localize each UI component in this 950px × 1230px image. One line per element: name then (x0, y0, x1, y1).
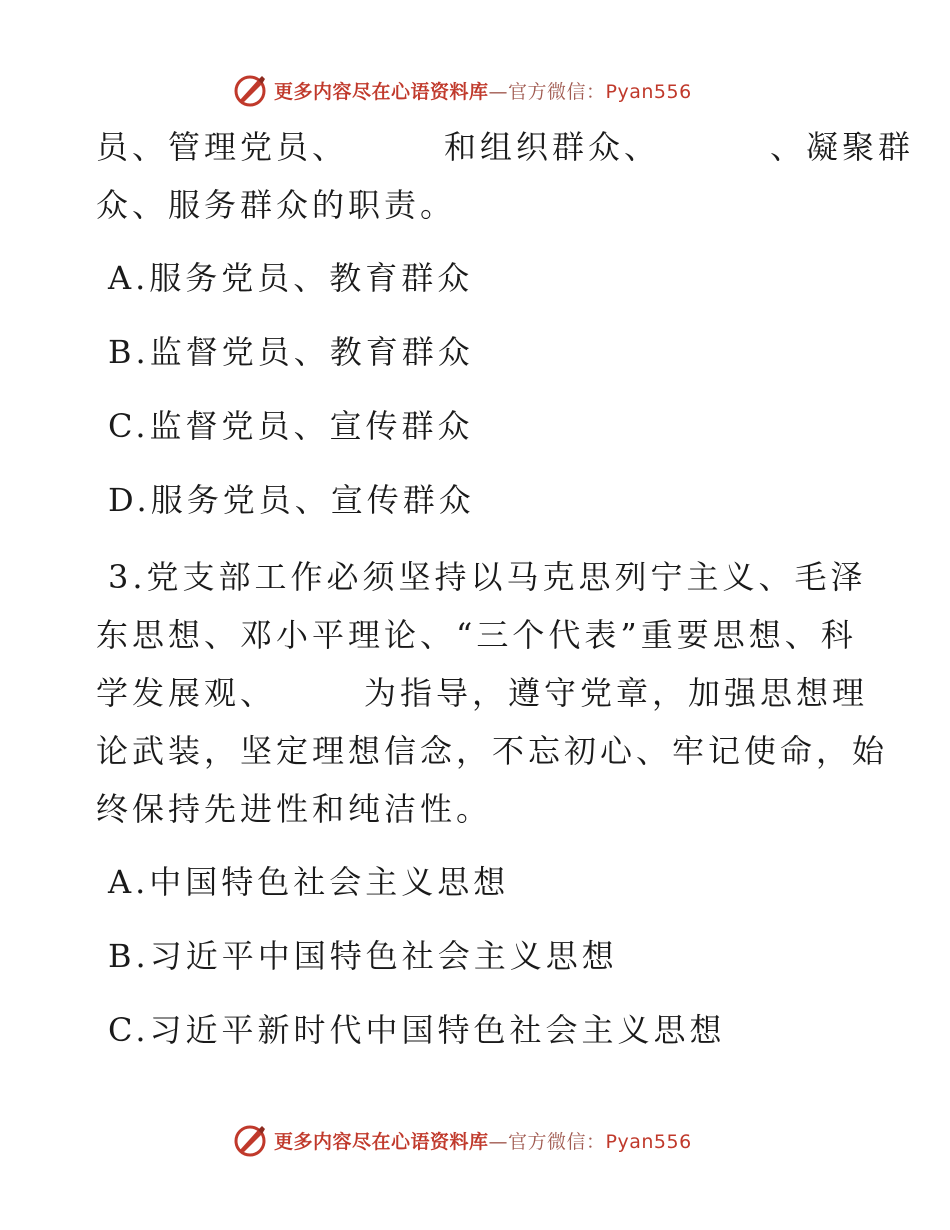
watermark-text (274, 77, 692, 104)
q3-option-c: C.习近平新时代中国特色社会主义思想 (108, 1011, 726, 1049)
pen-logo-icon (232, 1122, 268, 1158)
q3-stem-line-4: 论武装，坚定理想信念，不忘初心、牢记使命，始 (96, 732, 889, 770)
watermark-text (274, 1127, 692, 1154)
q3-stem-segment-2: 为指导，遵守党章，加强思想理 (364, 674, 869, 712)
watermark-dash: — (488, 1130, 509, 1153)
q2-stem-segment-3: 、凝聚群 (770, 128, 915, 166)
watermark-main-text: 更多内容尽在心语资料库 (274, 1130, 489, 1153)
watermark-main-text: 更多内容尽在心语资料库 (274, 80, 489, 103)
q2-option-c: C.监督党员、宣传群众 (108, 407, 474, 445)
q3-stem-line-1: 3.党支部工作必须坚持以马克思列宁主义、毛泽 (108, 558, 867, 596)
q3-stem-line-5: 终保持先进性和纯洁性。 (96, 790, 493, 828)
watermark-wechat-id: Pyan556 (605, 1130, 692, 1153)
q2-stem-segment-2: 和组织群众、 (444, 128, 661, 166)
watermark-sub-text: 官方微信： (508, 80, 606, 103)
pen-logo-icon (232, 72, 268, 108)
q3-stem-line-2: 东思想、邓小平理论、“三个代表”重要思想、科 (96, 616, 857, 654)
q3-stem-line-3 (96, 664, 869, 722)
q3-option-a: A.中国特色社会主义思想 (108, 863, 510, 901)
q2-option-a: A.服务党员、教育群众 (108, 259, 474, 297)
watermark-sub-text: 官方微信： (508, 1130, 606, 1153)
watermark-dash: — (488, 80, 509, 103)
header-watermark (232, 72, 692, 108)
watermark-wechat-id: Pyan556 (605, 80, 692, 103)
q2-stem-segment-1: 员、管理党员、 (96, 128, 349, 166)
q2-stem-line-1 (96, 118, 915, 176)
q3-stem-segment-1: 学发展观、 (96, 674, 277, 712)
q2-option-d: D.服务党员、宣传群众 (108, 481, 475, 519)
q2-option-b: B.监督党员、教育群众 (108, 333, 474, 371)
footer-watermark (232, 1122, 692, 1158)
q3-option-b: B.习近平中国特色社会主义思想 (108, 937, 618, 975)
q2-stem-line-2: 众、服务群众的职责。 (96, 186, 457, 224)
